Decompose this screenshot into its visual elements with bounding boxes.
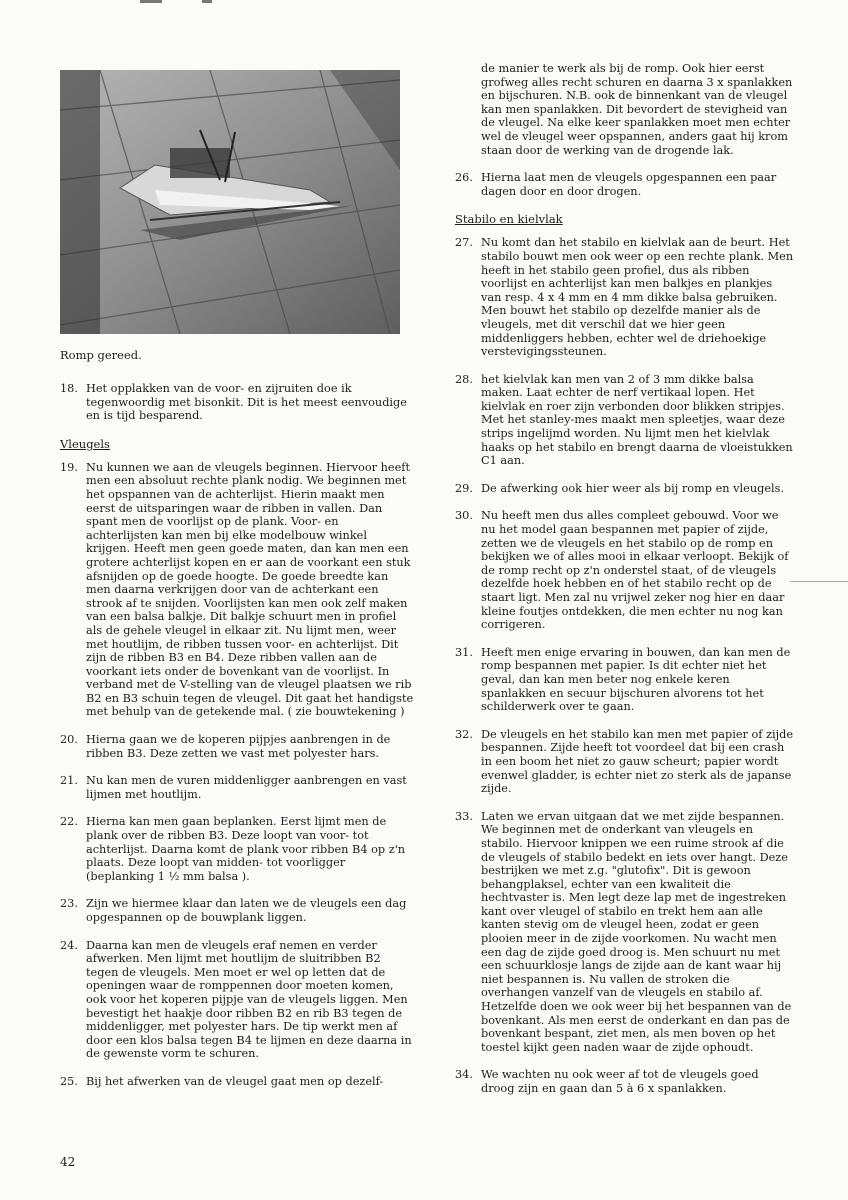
paragraph-31 — [455, 646, 795, 714]
paragraph-text: het kielvlak kan men van 2 of 3 mm dikke balsa maken. Laat echter de nerf vertikaal lopen. Het kielvlak en roer zijn verbonden door blikken stripjes. Met het stanley-mes maakt men spleetjes, waar deze strips ingelijmd worden. Nu lijmt men het kielvlak haaks op het stabilo en brengt daarna de vloeistukken C1 aan. — [481, 372, 793, 468]
paragraph-number: 31. — [455, 645, 473, 659]
paragraph-number: 29. — [455, 481, 473, 495]
paragraph-text: Nu komt dan het stabilo en kielvlak aan de beurt. Het stabilo bouwt men ook weer op een rechte plank. Men heeft in het stabilo geen profiel, dus als ribben voorlijst en achterlijst kan men balkjes en plankjes van resp. 4 x 4 mm en 4 mm dikke balsa gebruiken. Men bouwt het stabilo op dezelfde manier als de vleugels, met dit verschil dat we hier geen middenliggers hebben, echter wel de driehoekige verstevigingssteunen. — [481, 236, 794, 359]
top-edge-mark — [140, 0, 162, 3]
paragraph-number: 28. — [455, 372, 473, 386]
paragraph-25-continued: de manier te werk als bij de romp. Ook hier eerst grofweg alles recht schuren en daarna 3 x spanlakken en bijschuren. N.B. ook de binnenkant van de vleugel kan men spanlakken. Dit bevordert de stevigheid van de vleugel. Na elke keer spanlakken moet men echter wel de vleugel weer opspannen, anders gaat hij krom staan door de werking van de drogende lak. — [481, 62, 793, 157]
paragraph-29 — [455, 482, 795, 496]
paragraph-number: 30. — [455, 509, 473, 523]
model-fuselage-photo — [60, 70, 400, 334]
paragraph-number: 23. — [60, 897, 78, 911]
paragraph-text: Hierna gaan we de koperen pijpjes aanbrengen in de ribben B3. Deze zetten we vast met polyester hars. — [86, 733, 391, 760]
paragraph-28 — [455, 373, 795, 468]
paragraph-21 — [60, 774, 414, 801]
paragraph-text: Het opplakken van de voor- en zijruiten doe ik tegenwoordig met bisonkit. Dit is het meest eenvoudige en is tijd besparend. — [86, 382, 407, 423]
paragraph-number: 24. — [60, 938, 78, 952]
paragraph-number: 27. — [455, 236, 473, 250]
paragraph-text: Laten we ervan uitgaan dat we met zijde bespannen. We beginnen met de onderkant van vleugels en stabilo. Hiervoor knippen we een ruime strook af die de vleugels of stabilo bedekt en iets over hangt. Deze bestrijken we met z.g. "glutofix". Dit is gewoon behangplaksel, echter van een kwaliteit die hechtvaster is. Men legt deze lap met de ingestreken kant over vleugel of stabilo en trekt hem aan alle kanten stevig om de vleugel heen, zodat er geen plooien meer in de zijde voorkomen. Nu wacht men een dag de zijde goed droog is. Men schuurt nu met een schuurklosje langs de zijde aan de kant waar hij niet bespannen is. Nu vallen de stroken die overhangen vanzelf van de vleugels en stabilo af. Hetzelfde doen we ook weer bij het bespannen van de bovenkant. Als men eerst de onderkant en dan pas de bovenkant bespant, ziet men, als men boven op het toestel kijkt geen naden waar de zijde ophoudt. — [481, 809, 792, 1054]
paragraph-text: Nu heeft men dus alles compleet gebouwd. Voor we nu het model gaan bespannen met papier of zijde, zetten we de vleugels en het stabilo op de romp en bekijken we of alles mooi in elkaar verloopt. Bekijk of de romp recht op z'n onderstel staat, of de vleugels dezelfde hoek hebben en of het stabilo recht op de staart ligt. Men zal nu vrijwel zeker nog hier en daar kleine foutjes ontdekken, die men echter nu nog kan corrigeren. — [481, 509, 789, 632]
margin-line — [790, 581, 848, 582]
paragraph-number: 22. — [60, 815, 78, 829]
paragraph-30 — [455, 509, 795, 631]
paragraph-33 — [455, 810, 795, 1055]
section-heading-stabilo: Stabilo en kielvlak — [455, 212, 563, 227]
photo-illustration — [60, 70, 400, 334]
paragraph-text: Zijn we hiermee klaar dan laten we de vleugels een dag opgespannen op de bouwplank liggen. — [86, 897, 407, 924]
paragraph-text: De vleugels en het stabilo kan men met papier of zijde bespannen. Zijde heeft tot voordeel dat bij een crash in een boom het niet zo gauw scheurt; papier wordt evenwel gladder, is echter niet zo sterk als de japanse zijde. — [481, 727, 794, 796]
paragraph-22 — [60, 815, 414, 883]
paragraph-34 — [455, 1068, 795, 1095]
paragraph-26 — [455, 171, 795, 198]
paragraph-text: Nu kan men de vuren middenligger aanbrengen en vast lijmen met houtlijm. — [86, 774, 407, 801]
paragraph-text: We wachten nu ook weer af tot de vleugels goed droog zijn en gaan dan 5 à 6 x spanlakken. — [481, 1068, 759, 1095]
right-column — [455, 62, 795, 1110]
left-column — [60, 70, 414, 1103]
paragraph-number: 33. — [455, 809, 473, 823]
paragraph-25 — [60, 1075, 414, 1089]
paragraph-19 — [60, 461, 414, 719]
paragraph-text: Nu kunnen we aan de vleugels beginnen. Hiervoor heeft men een absoluut rechte plank nodig. We beginnen met het opspannen van de achterlijst. Hierin maakt men eerst de uitsparingen waar de ribben in vallen. Dan spant men de voorlijst op de plank. Voor- en achterlijsten kan men bij elke modelbouw winkel krijgen. Heeft men geen goede maten, dan kan men een grotere achterlijst kopen en er aan de voorkant een stuk afsnijden op de goede hoogte. De goede breedte kan men daarna verkrijgen door van de achterkant een strook af te snijden. Voorlijsten kan men ook zelf maken van een balsa balkje. Dit balkje schuurt men in profiel als de gehele vleugel in elkaar zit. Nu lijmt men, weer met houtlijm, de ribben tussen voor- en achterlijst. Dit zijn de ribben B3 en B4. Deze ribben vallen aan de voorkant iets onder de bovenkant van de voorlijst. In verband met de V-stelling van de vleugel plaatsen we rib B2 en B3 schuin tegen de vleugel. Dit gaat het handigste met behulp van de getekende mal. ( zie bouwtekening ) — [86, 460, 414, 719]
paragraph-number: 26. — [455, 171, 473, 185]
paragraph-32 — [455, 728, 795, 796]
top-edge-mark — [202, 0, 212, 3]
paragraph-text: Hierna laat men de vleugels opgespannen een paar dagen door en door drogen. — [481, 171, 777, 198]
paragraph-number: 21. — [60, 774, 78, 788]
paragraph-number: 20. — [60, 733, 78, 747]
page-number: 42 — [60, 1155, 76, 1169]
paragraph-18 — [60, 382, 414, 423]
paragraph-number: 34. — [455, 1068, 473, 1082]
paragraph-text: Hierna kan men gaan beplanken. Eerst lijmt men de plank over de ribben B3. Deze loopt van voor- tot achterlijst. Daarna komt de plank voor ribben B4 op z'n plaats. Deze loopt van midden- tot voorligger (beplanking 1 ½ mm balsa ). — [86, 815, 406, 883]
paragraph-text: De afwerking ook hier weer als bij romp en vleugels. — [481, 481, 785, 495]
paragraph-text: Heeft men enige ervaring in bouwen, dan kan men de romp bespannen met papier. Is dit echter niet het geval, dan kan men beter nog enkele keren spanlakken en secuur bijschuren alvorens tot het schilderwerk over te gaan. — [481, 645, 791, 714]
section-heading-vleugels: Vleugels — [60, 436, 110, 451]
paragraph-text: Daarna kan men de vleugels eraf nemen en verder afwerken. Men lijmt met houtlijm de sluitribben B2 tegen de vleugels. Men moet er wel op letten dat de openingen waar de romppennen door moeten komen, ook voor het koperen pijpje van de vleugels liggen. Men bevestigt het haakje door ribben B2 en rib B3 tegen de middenligger, met polyester hars. De tip werkt men af door een klos balsa tegen B4 te lijmen en deze daarna in de gewenste vorm te schuren. — [86, 938, 412, 1061]
paragraph-number: 18. — [60, 382, 78, 395]
paragraph-number: 25. — [60, 1074, 78, 1088]
paragraph-24 — [60, 939, 414, 1061]
paragraph-text: Bij het afwerken van de vleugel gaat men op dezelf- — [86, 1074, 384, 1088]
paragraph-23 — [60, 897, 414, 924]
photo-caption: Romp gereed. — [60, 348, 142, 362]
paragraph-20 — [60, 733, 414, 760]
paragraph-number: 32. — [455, 727, 473, 741]
paragraph-27 — [455, 236, 795, 358]
paragraph-number: 19. — [60, 460, 78, 474]
